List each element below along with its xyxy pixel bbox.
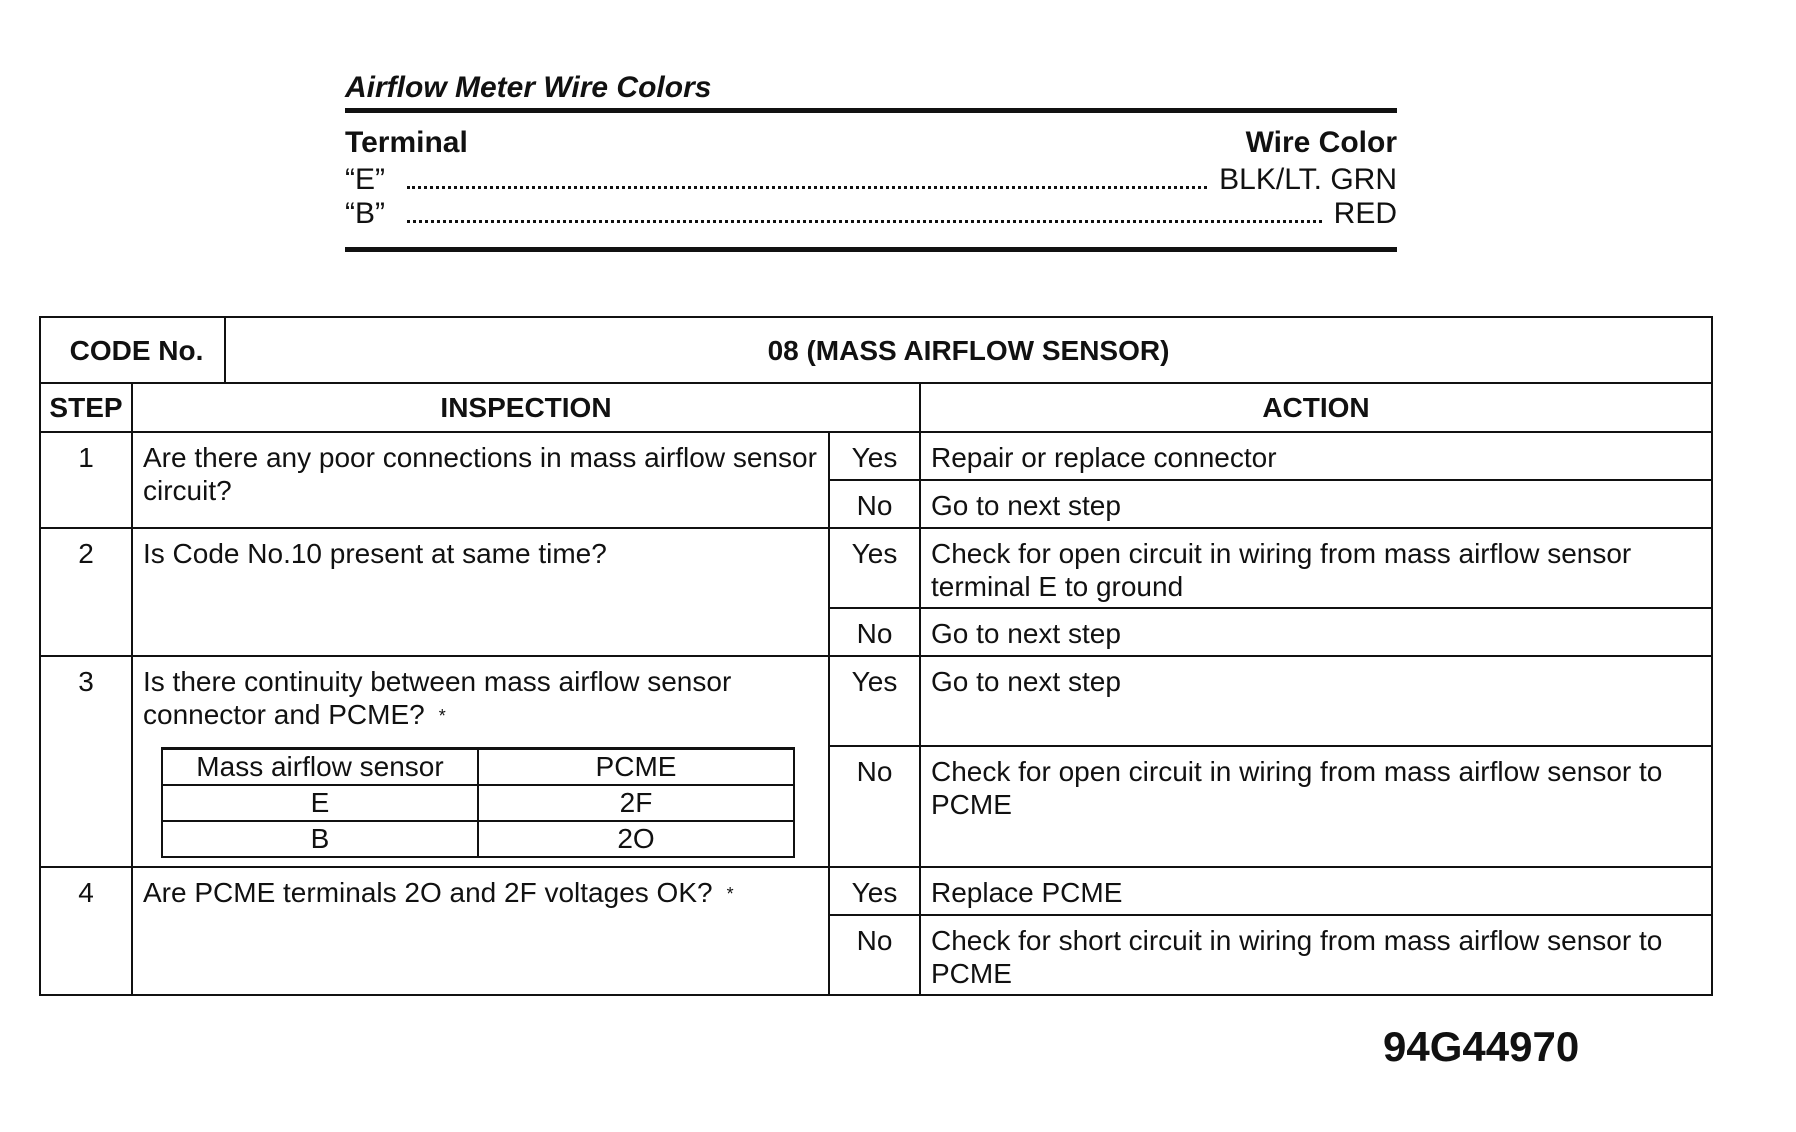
step-number: 4 — [40, 867, 132, 995]
terminal-header: Terminal — [345, 126, 468, 159]
wire-color-header: Wire Color — [1245, 126, 1397, 159]
inspection-text: Are PCME terminals 2O and 2F voltages OK? — [143, 877, 713, 908]
inspection-cell — [132, 867, 829, 995]
answer-yes: Yes — [829, 432, 920, 480]
sub-header-pcme: PCME — [478, 749, 794, 786]
answer-yes: Yes — [829, 528, 920, 608]
note-asterisk: * — [726, 884, 734, 905]
table-row — [40, 867, 1712, 915]
dot-leader — [407, 219, 1322, 223]
sub-table-row — [162, 821, 794, 857]
step-number: 3 — [40, 656, 132, 867]
figure-code: 94G44970 — [1383, 1023, 1580, 1070]
answer-no: No — [829, 746, 920, 867]
answer-no: No — [829, 480, 920, 528]
sub-header-sensor: Mass airflow sensor — [162, 749, 478, 786]
step-number: 2 — [40, 528, 132, 656]
wire-colors-bottom-rule — [345, 247, 1397, 252]
inspection-text: Are there any poor connections in mass airflow sensor circuit? — [132, 432, 829, 528]
wire-color-value: RED — [1333, 197, 1397, 230]
table-row — [40, 656, 1712, 746]
action-text: Repair or replace connector — [920, 432, 1712, 480]
sub-cell: E — [162, 785, 478, 821]
wire-colors-title: Airflow Meter Wire Colors — [345, 71, 712, 104]
sub-cell: 2F — [478, 785, 794, 821]
code-title: 08 (MASS AIRFLOW SENSOR) — [225, 317, 1712, 383]
wire-terminal: “B” — [345, 197, 385, 230]
action-text: Check for short circuit in wiring from mass airflow sensor to PCME — [920, 915, 1712, 995]
column-header-row — [40, 383, 1712, 432]
sub-table-row — [162, 785, 794, 821]
dot-leader — [407, 185, 1207, 189]
action-text: Check for open circuit in wiring from mass airflow sensor terminal E to ground — [920, 528, 1712, 608]
inspection-header: INSPECTION — [132, 383, 920, 432]
action-text: Go to next step — [920, 656, 1712, 746]
wire-row — [345, 197, 1397, 231]
wire-color-value: BLK/LT. GRN — [1219, 163, 1397, 196]
wire-colors-section — [345, 68, 1397, 252]
answer-no: No — [829, 608, 920, 656]
table-row — [40, 528, 1712, 608]
action-text: Go to next step — [920, 608, 1712, 656]
inspection-text: Is Code No.10 present at same time? — [132, 528, 829, 656]
code-label: CODE No. — [40, 317, 225, 383]
note-asterisk: * — [438, 706, 446, 727]
wire-row — [345, 163, 1397, 197]
sub-cell: 2O — [478, 821, 794, 857]
wire-terminal: “E” — [345, 163, 385, 196]
inspection-cell — [132, 656, 829, 867]
action-text: Check for open circuit in wiring from mass airflow sensor to PCME — [920, 746, 1712, 867]
action-text: Go to next step — [920, 480, 1712, 528]
step-header: STEP — [40, 383, 132, 432]
wire-colors-header-row — [345, 123, 1397, 163]
step-number: 1 — [40, 432, 132, 528]
code-row — [40, 317, 1712, 383]
pin-continuity-table — [161, 747, 795, 858]
diagnostic-table — [39, 316, 1713, 996]
inspection-text: Is there continuity between mass airflow sensor connector and PCME? — [143, 666, 732, 730]
wire-colors-top-rule — [345, 108, 1397, 113]
table-row — [40, 432, 1712, 480]
action-header: ACTION — [920, 383, 1712, 432]
answer-yes: Yes — [829, 656, 920, 746]
sub-table-header-row — [162, 749, 794, 786]
answer-yes: Yes — [829, 867, 920, 915]
answer-no: No — [829, 915, 920, 995]
sub-cell: B — [162, 821, 478, 857]
action-text: Replace PCME — [920, 867, 1712, 915]
